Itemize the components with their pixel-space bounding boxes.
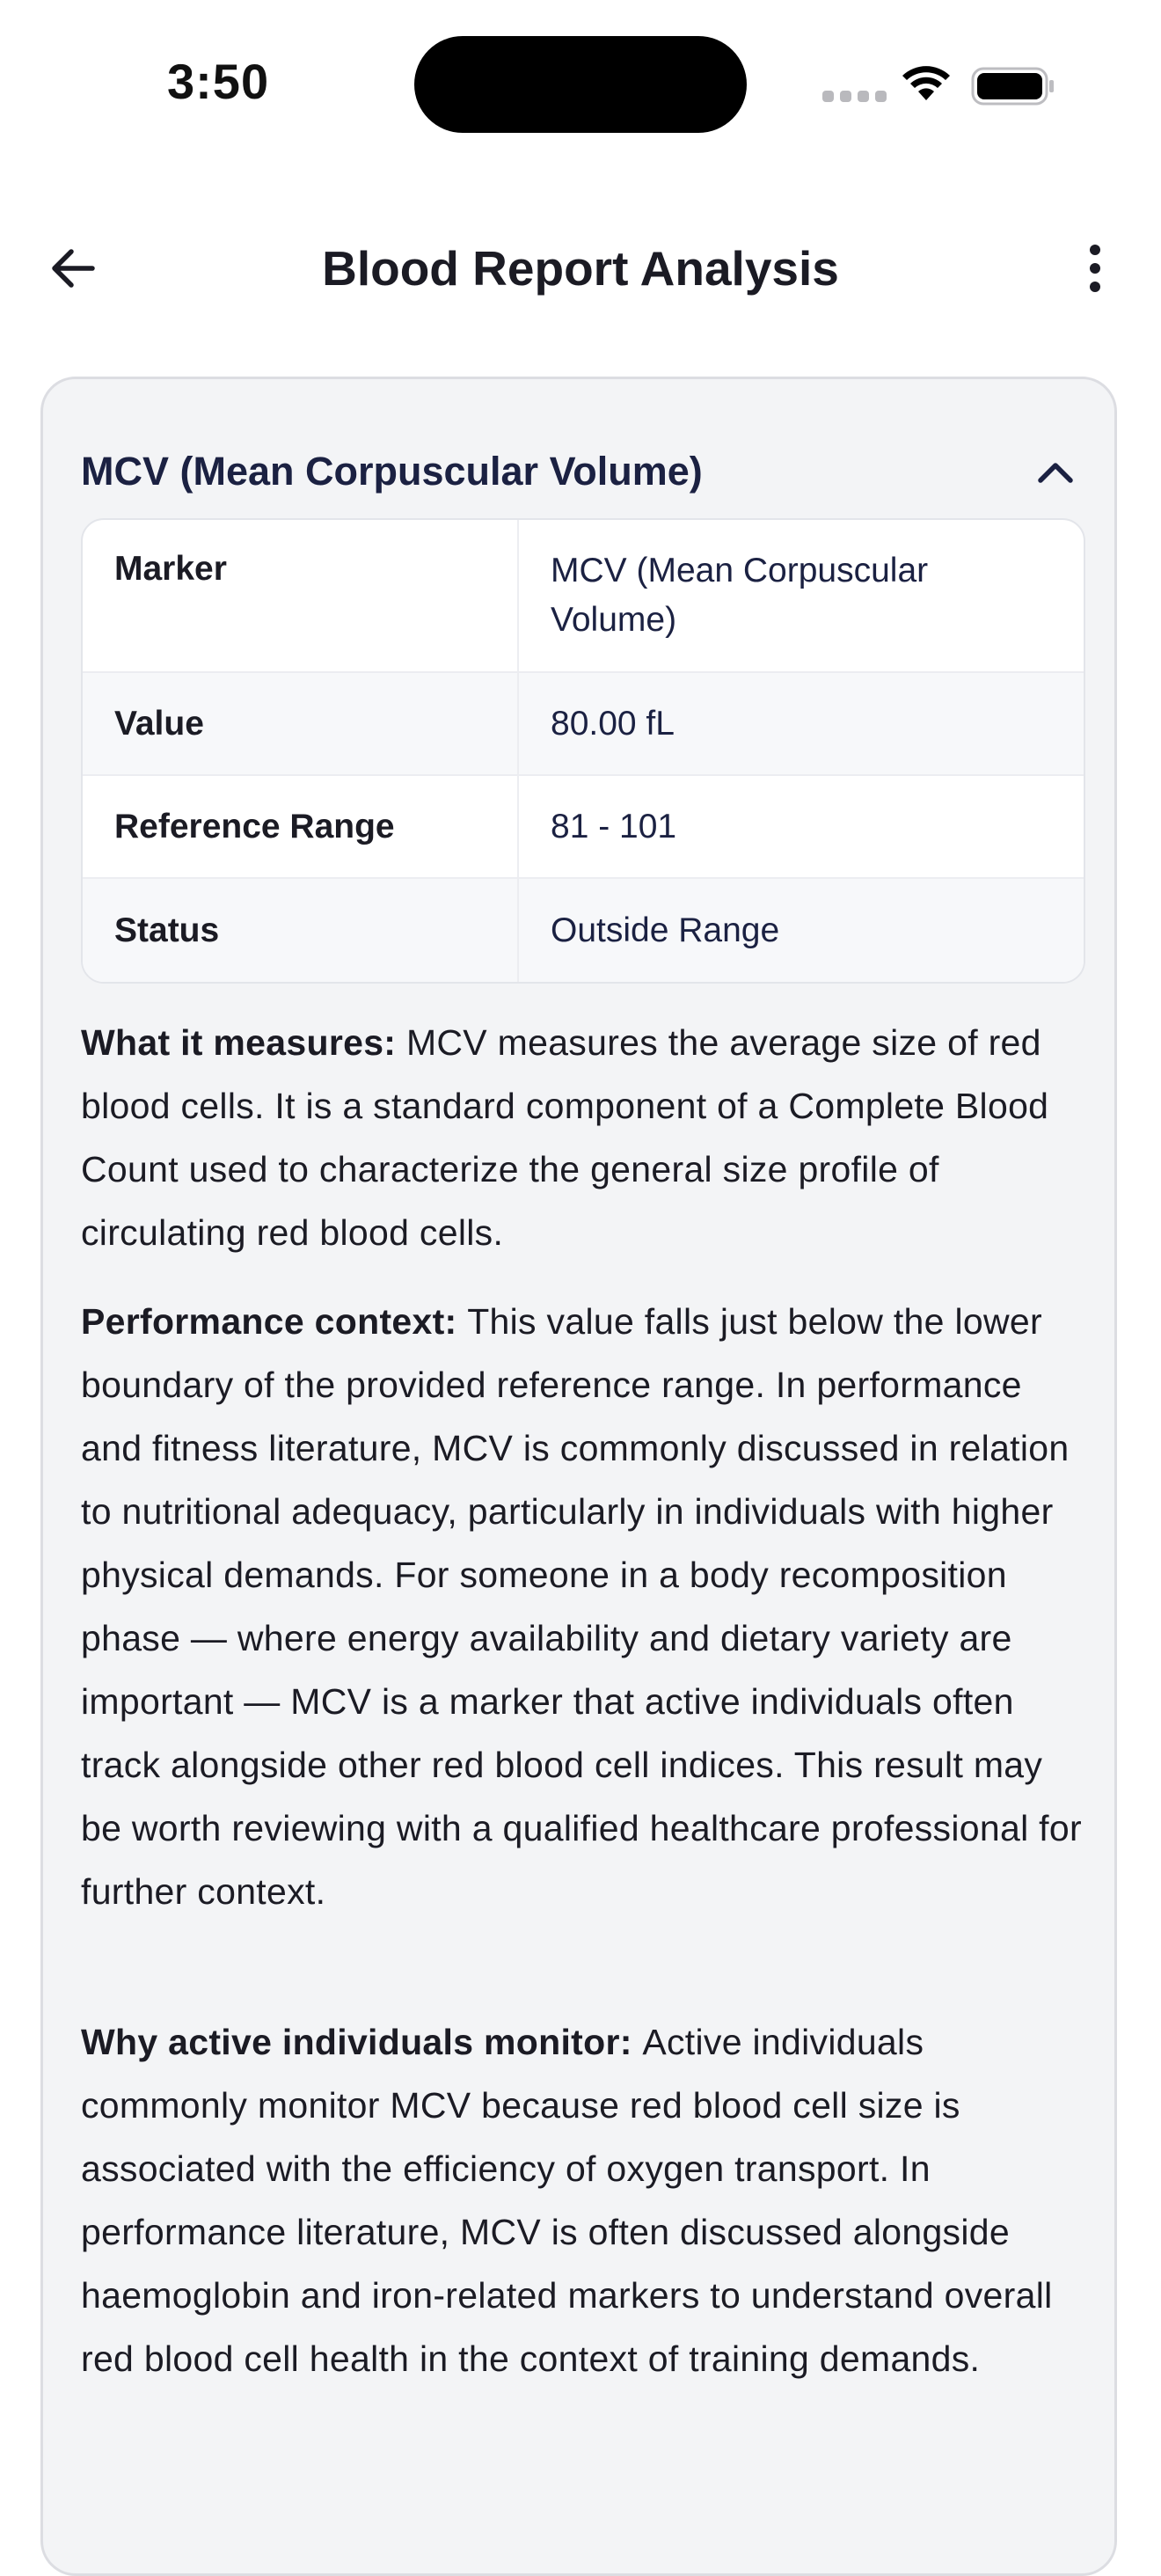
section-text: Active individuals commonly monitor MCV because red blood cell size is associated with the efficiency of oxygen transport. In performance literature, MCV is often discussed alongside haemoglobin and iron-related markers to understand overall red blood cell health in the context of training demands. xyxy=(81,2022,1053,2379)
section-lead: Why active individuals monitor: xyxy=(81,2022,643,2062)
more-vertical-icon xyxy=(1086,244,1104,293)
section-lead: Performance context: xyxy=(81,1301,468,1342)
section-text: This value falls just below the lower boundary of the provided reference range. In performance and fitness literature, MCV is commonly discussed in relation to nutritional adequacy, particularly in individuals with higher physical demands. For someone in a body recomposition phase — where energy availability and dietary variety are important — MCV is a marker that active individuals often track alongside other red blood cell indices. This result may be worth reviewing with a qualified healthcare professional for further context. xyxy=(81,1301,1082,1912)
chevron-up-icon xyxy=(1032,448,1079,495)
app-header xyxy=(0,211,1161,326)
marker-card xyxy=(40,377,1117,2576)
section-lead: What it measures: xyxy=(81,1022,406,1063)
table-cell-label: Reference Range xyxy=(83,776,519,877)
card-header-toggle[interactable] xyxy=(81,423,1084,520)
status-value: Outside Range xyxy=(551,911,780,949)
status-time: 3:50 xyxy=(167,54,270,109)
table-cell-label: Value xyxy=(83,673,519,774)
why-active-individuals-monitor-section xyxy=(81,2010,1084,2390)
table-cell-value: MCV (Mean Corpuscular Volume) xyxy=(551,552,929,639)
page-title: Blood Report Analysis xyxy=(322,241,839,296)
table-row xyxy=(83,776,1084,879)
table-row xyxy=(83,520,1084,673)
dynamic-island xyxy=(414,36,747,133)
marker-details-table xyxy=(81,518,1085,984)
table-row xyxy=(83,879,1084,982)
cellular-signal-icon xyxy=(822,91,887,102)
card-title: MCV (Mean Corpuscular Volume) xyxy=(81,449,703,494)
performance-context-section xyxy=(81,1290,1084,1923)
what-it-measures-section xyxy=(81,1011,1084,1264)
table-row xyxy=(83,673,1084,776)
wifi-icon xyxy=(899,62,953,104)
table-cell-label: Status xyxy=(83,879,519,982)
table-cell-value: 80.00 fL xyxy=(551,704,675,743)
table-cell-value: 81 - 101 xyxy=(551,807,677,845)
status-bar xyxy=(0,0,1161,167)
table-cell-label: Marker xyxy=(83,520,519,671)
more-options-button[interactable] xyxy=(1064,238,1126,299)
battery-icon xyxy=(971,67,1055,106)
section-text: MCV measures the average size of red blood cells. It is a standard component of a Complete Blood Count used to characterize the general size profile of circulating red blood cells. xyxy=(81,1022,1049,1253)
